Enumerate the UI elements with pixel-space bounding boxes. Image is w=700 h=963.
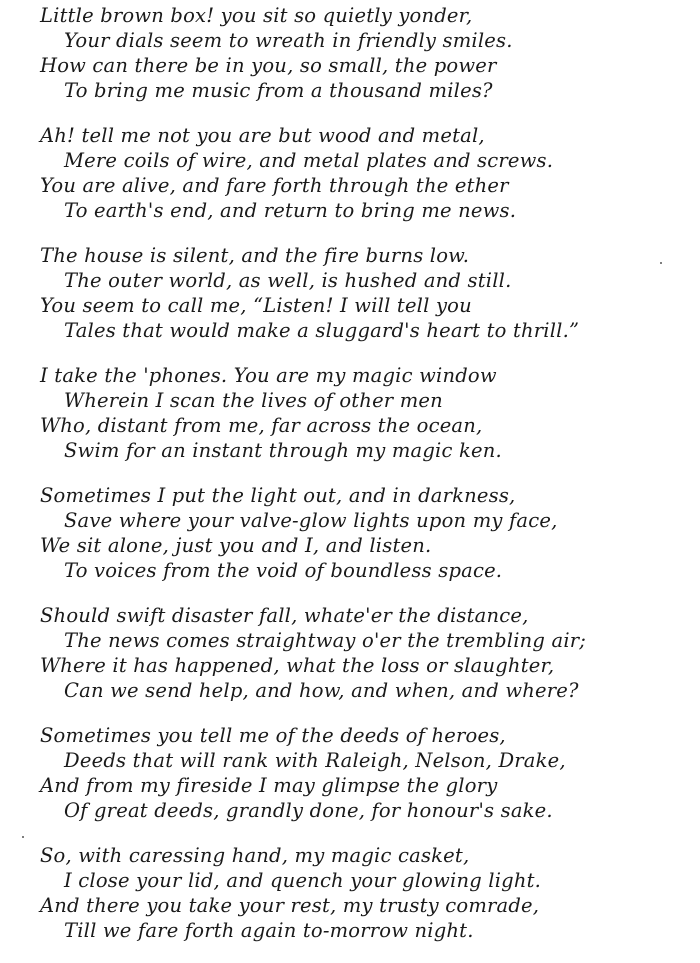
poem-line: And from my fireside I may glimpse the glory [40, 774, 498, 797]
poem-line: Little brown box! you sit so quietly yonder, [40, 4, 473, 27]
scan-speck [660, 262, 662, 264]
poem-line: Wherein I scan the lives of other men [64, 389, 443, 412]
stanza-3 [34, 243, 694, 343]
poem-line: The house is silent, and the fire burns low. [40, 244, 470, 267]
stanza-1 [34, 3, 694, 103]
stanza-8 [34, 843, 694, 943]
poem-line: Sometimes you tell me of the deeds of heroes, [40, 724, 506, 747]
poem-line: You are alive, and fare forth through the ether [40, 174, 509, 197]
stanza-2 [34, 123, 694, 223]
poem-line: You seem to call me, “Listen! I will tell you [40, 294, 472, 317]
poem-line: I close your lid, and quench your glowing light. [64, 869, 542, 892]
poem-line: Mere coils of wire, and metal plates and screws. [64, 149, 554, 172]
poem-line: Save where your valve-glow lights upon my face, [64, 509, 558, 532]
poem-line: Swim for an instant through my magic ken. [64, 439, 502, 462]
poem-line: To bring me music from a thousand miles? [64, 79, 493, 102]
poem-line: Of great deeds, grandly done, for honour's sake. [64, 799, 553, 822]
stanza-5 [34, 483, 694, 583]
poem-line: Where it has happened, what the loss or slaughter, [40, 654, 555, 677]
poem-line: Deeds that will rank with Raleigh, Nelson, Drake, [64, 749, 566, 772]
poem-line: Sometimes I put the light out, and in darkness, [40, 484, 516, 507]
poem-line: Till we fare forth again to-morrow night. [64, 919, 474, 942]
poem-line: So, with caressing hand, my magic casket, [40, 844, 470, 867]
poem [34, 3, 694, 963]
poem-line: The outer world, as well, is hushed and still. [64, 269, 512, 292]
poem-line: Your dials seem to wreath in friendly smiles. [64, 29, 513, 52]
stanza-6 [34, 603, 694, 703]
poem-line: We sit alone, just you and I, and listen. [40, 534, 432, 557]
poem-line: I take the 'phones. You are my magic window [40, 364, 497, 387]
poem-line: Who, distant from me, far across the ocean, [40, 414, 483, 437]
poem-line: To earth's end, and return to bring me news. [64, 199, 517, 222]
poem-line: To voices from the void of boundless space. [64, 559, 503, 582]
poem-line: How can there be in you, so small, the power [40, 54, 497, 77]
poem-line: Ah! tell me not you are but wood and metal, [40, 124, 485, 147]
stanza-7 [34, 723, 694, 823]
stanza-4 [34, 363, 694, 463]
poem-line: And there you take your rest, my trusty comrade, [40, 894, 540, 917]
poem-line: Should swift disaster fall, whate'er the distance, [40, 604, 529, 627]
poem-line: The news comes straightway o'er the trembling air; [64, 629, 587, 652]
poem-line: Can we send help, and how, and when, and where? [64, 679, 579, 702]
scan-speck [22, 836, 24, 838]
poem-line: Tales that would make a sluggard's heart to thrill.” [64, 319, 580, 342]
